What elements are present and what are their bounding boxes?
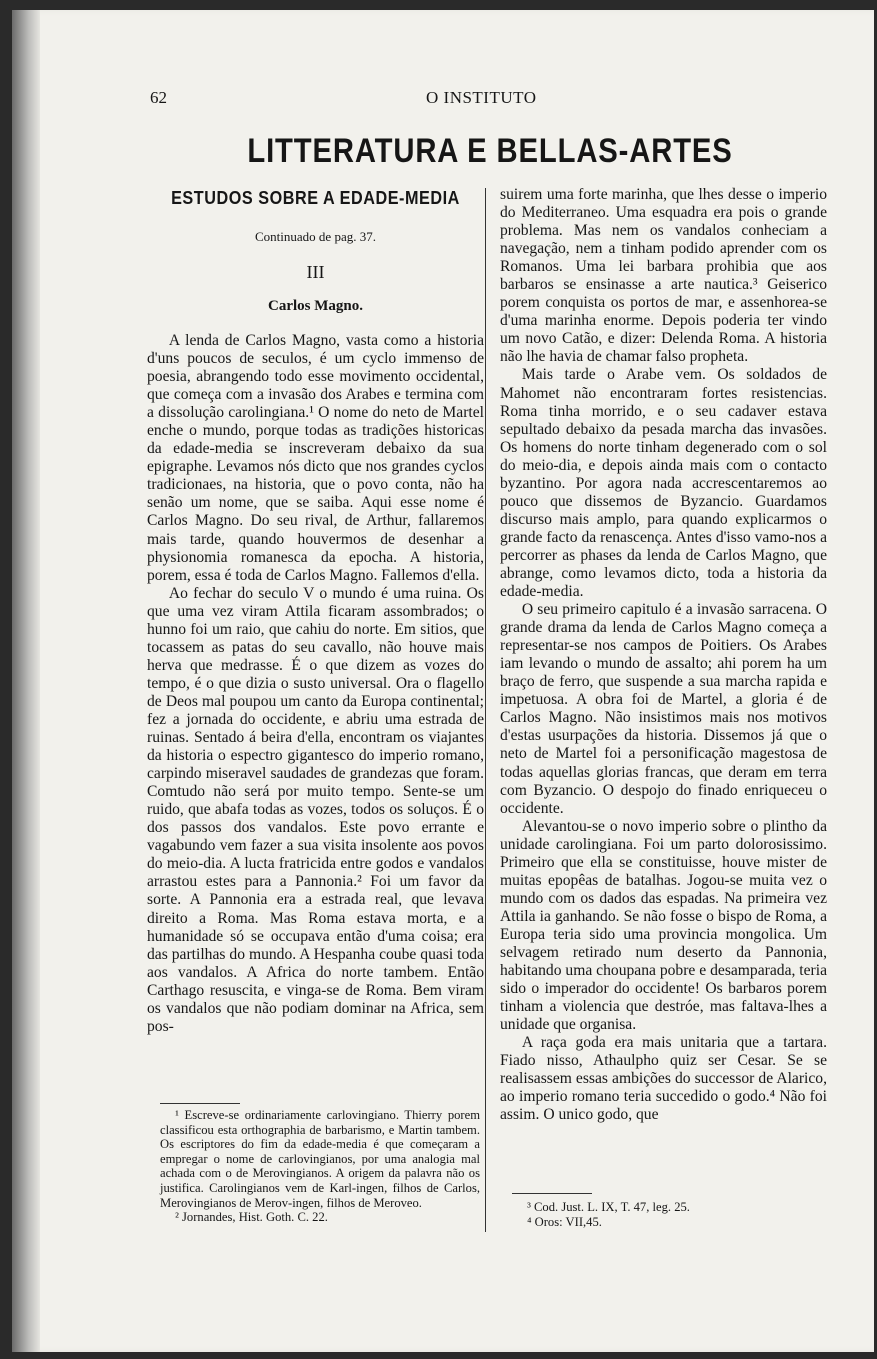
continued-note: Continuado de pag. 37. xyxy=(255,229,376,244)
chapter-number: III xyxy=(306,262,325,282)
footnote: ² Jornandes, Hist. Goth. C. 22. xyxy=(175,1210,328,1225)
page-number: 62 xyxy=(150,88,167,107)
chapter-title: Carlos Magno. xyxy=(268,298,363,314)
footnote-rule xyxy=(512,1193,592,1194)
book-spine-shadow xyxy=(12,10,40,1352)
footnote: ¹ Escreve-se ordinariamente carlovingiano. Thierry porem classificou esta orthographia de barbarismo, e Martin tambem. Os escriptores do fim da edade-media é que começaram a empregar o nome de carlovingianos, por uma analogia mal achada com o de Merovingianos. A origem da palavra não os justifica. Carolingianos vem de Karl-ingen, filhos de Carlos, Merovingianos de Merov-ingen, filhos de Meroveo. xyxy=(160,1108,480,1210)
paragraph: suirem uma forte marinha, que lhes desse o imperio do Mediterraneo. Uma esquadra era pois o grande problema. Mas nem os vandalos conheciam a navegação, nem a tinham podido aprender com os Romanos. Uma lei barbara prohibia que aos barbaros se ensinasse a arte nautica.³ Geiserico porem conquista os portos de mar, e assenhorea-se d'uma marinha enorme. Depois poderia ter vindo um novo Catão, e dizer: Delenda Roma. A historia não lhe havia de chamar falso propheta. xyxy=(500,186,827,366)
footnote: ⁴ Oros: VII,45. xyxy=(527,1214,602,1229)
footnote: ³ Cod. Just. L. IX, T. 47, leg. 25. xyxy=(527,1200,690,1214)
paragraph: Ao fechar do seculo V o mundo é uma ruina. Os que uma vez viram Attila ficaram assombrados; o hunno foi um raio, que cahiu do norte. Em sitios, que tocassem as patas do seu cavallo, não houve mais herva que medrasse. É o que dizem as vozes do tempo, é o que dizia o susto universal. Ora o flagello de Deos mal poupou um canto da Europa continental; fez a jornada do occidente, e abriu uma estrada de ruinas. Sentado á beira d'ella, encontram os viajantes da historia o espectro gigantesco do imperio romano, carpindo miseravel saudades de grandezas que foram. Comtudo não será por muito tempo. Sente-se um ruido, que abafa todas as vozes, todos os soluços. É o dos passos dos vandalos. Este povo errante e vagabundo vem fazer a sua visita insolente aos povos do meio-dia. A lucta fratricida entre godos e vandalos arrastou estes para a Pannonia.² Foi um favor da sorte. A Pannonia era a estrada real, que levava direito a Roma. Mas Roma estava morta, e a humanidade só se occupava então d'uma coisa; era das partilhas do mundo. A Hespanha coube quasi toda aos vandalos. A Africa do norte tambem. Então Carthago resuscita, e vinga-se de Roma. Bem viram os vandalos que não podiam dominar na Africa, sem pos- xyxy=(147,584,484,1035)
left-column-text xyxy=(147,332,484,1036)
paragraph: O seu primeiro capitulo é a invasão sarracena. O grande drama da lenda de Carlos Magno começa a representar-se nos campos de Poitiers. Os Arabes iam levando o mundo de assalto; ahi porem ha um braço de ferro, que suspende a sua marcha rapida e impetuosa. A obra foi de Martel, a gloria é de Carlos Magno. Não insistimos mais nos motivos d'estas usurpações da historia. Dissemos já que o neto de Martel foi a personificação magestosa de todas aquellas glorias francas, que deram em terra com Byzancio. O despojo do finado enriqueceu o occidente. xyxy=(500,601,827,817)
paragraph: A lenda de Carlos Magno, vasta como a historia d'uns poucos de seculos, é um cyclo immenso de poesia, abrangendo todo esse movimento occidental, que começa com a invasão dos Arabes e termina com a dissolução carolingiana.¹ O nome do neto de Martel enche o mundo, porque todas as tradições historicas da edade-media se inscreveram debaixo da sua epigraphe. Levamos nós dicto que nos grandes cyclos tradicionaes, na historia, que o povo conta, não ha senão um nome, que se saiba. Aqui esse nome é Carlos Magno. Do seu rival, de Arthur, fallaremos mais tarde, quando houvermos de desenhar a physionomia romanesca da epocha. A historia, porem, essa é toda de Carlos Magno. Fallemos d'ella. xyxy=(147,332,484,584)
section-title: LITTERATURA E BELLAS-ARTES xyxy=(247,132,733,170)
paragraph: Alevantou-se o novo imperio sobre o plintho da unidade carolingiana. Foi um parto dolorosissimo. Primeiro que ella se constituisse, houve mister de muitas epopêas de batalhas. Jogou-se muita vez o mundo com os dados das espadas. Na primeira vez Attila ia ganhando. Se não fosse o bispo de Roma, a Europa teria sido uma provincia mongolica. Um selvagem retirado num deserto da Pannonia, habitando uma choupana pobre e desamparada, teria sido o imperador do occidente! Os barbaros porem tinham a violencia que destróe, mas faltava-lhes a unidade que organisa. xyxy=(500,817,827,1034)
left-footnotes xyxy=(160,1108,480,1225)
right-footnotes xyxy=(512,1200,812,1229)
article-title: ESTUDOS SOBRE A EDADE-MEDIA xyxy=(171,188,460,208)
running-head: O INSTITUTO xyxy=(426,88,537,107)
paragraph: Mais tarde o Arabe vem. Os soldados de Mahomet não encontraram fortes resistencias. Roma tinha morrido, e o seu cadaver estava sepultado debaixo da pesada marcha das invasões. Os homens do norte tinham degenerado com o sol do meio-dia, e depois ainda mais com o contacto byzantino. Por agora nada accrescentaremos ao pouco que dissemos de Byzancio. Guardamos discurso mais amplo, para quando explicarmos o grande facto da renascença. Antes d'isso vamo-nos a percorrer as phases da lenda de Carlos Magno, que abrange, como levamos dicto, toda a historia da edade-media. xyxy=(500,366,827,601)
book-page xyxy=(12,10,874,1352)
footnote-rule xyxy=(160,1103,240,1104)
right-column-text xyxy=(500,186,827,1124)
paragraph: A raça goda era mais unitaria que a tartara. Fiado nisso, Athaulpho quiz ser Cesar. Se se realisassem essas ambições do successor de Alarico, ao imperio romano teria succedido o godo.⁴ Não foi assim. O unico godo, que xyxy=(500,1034,827,1124)
column-divider xyxy=(485,188,486,1232)
